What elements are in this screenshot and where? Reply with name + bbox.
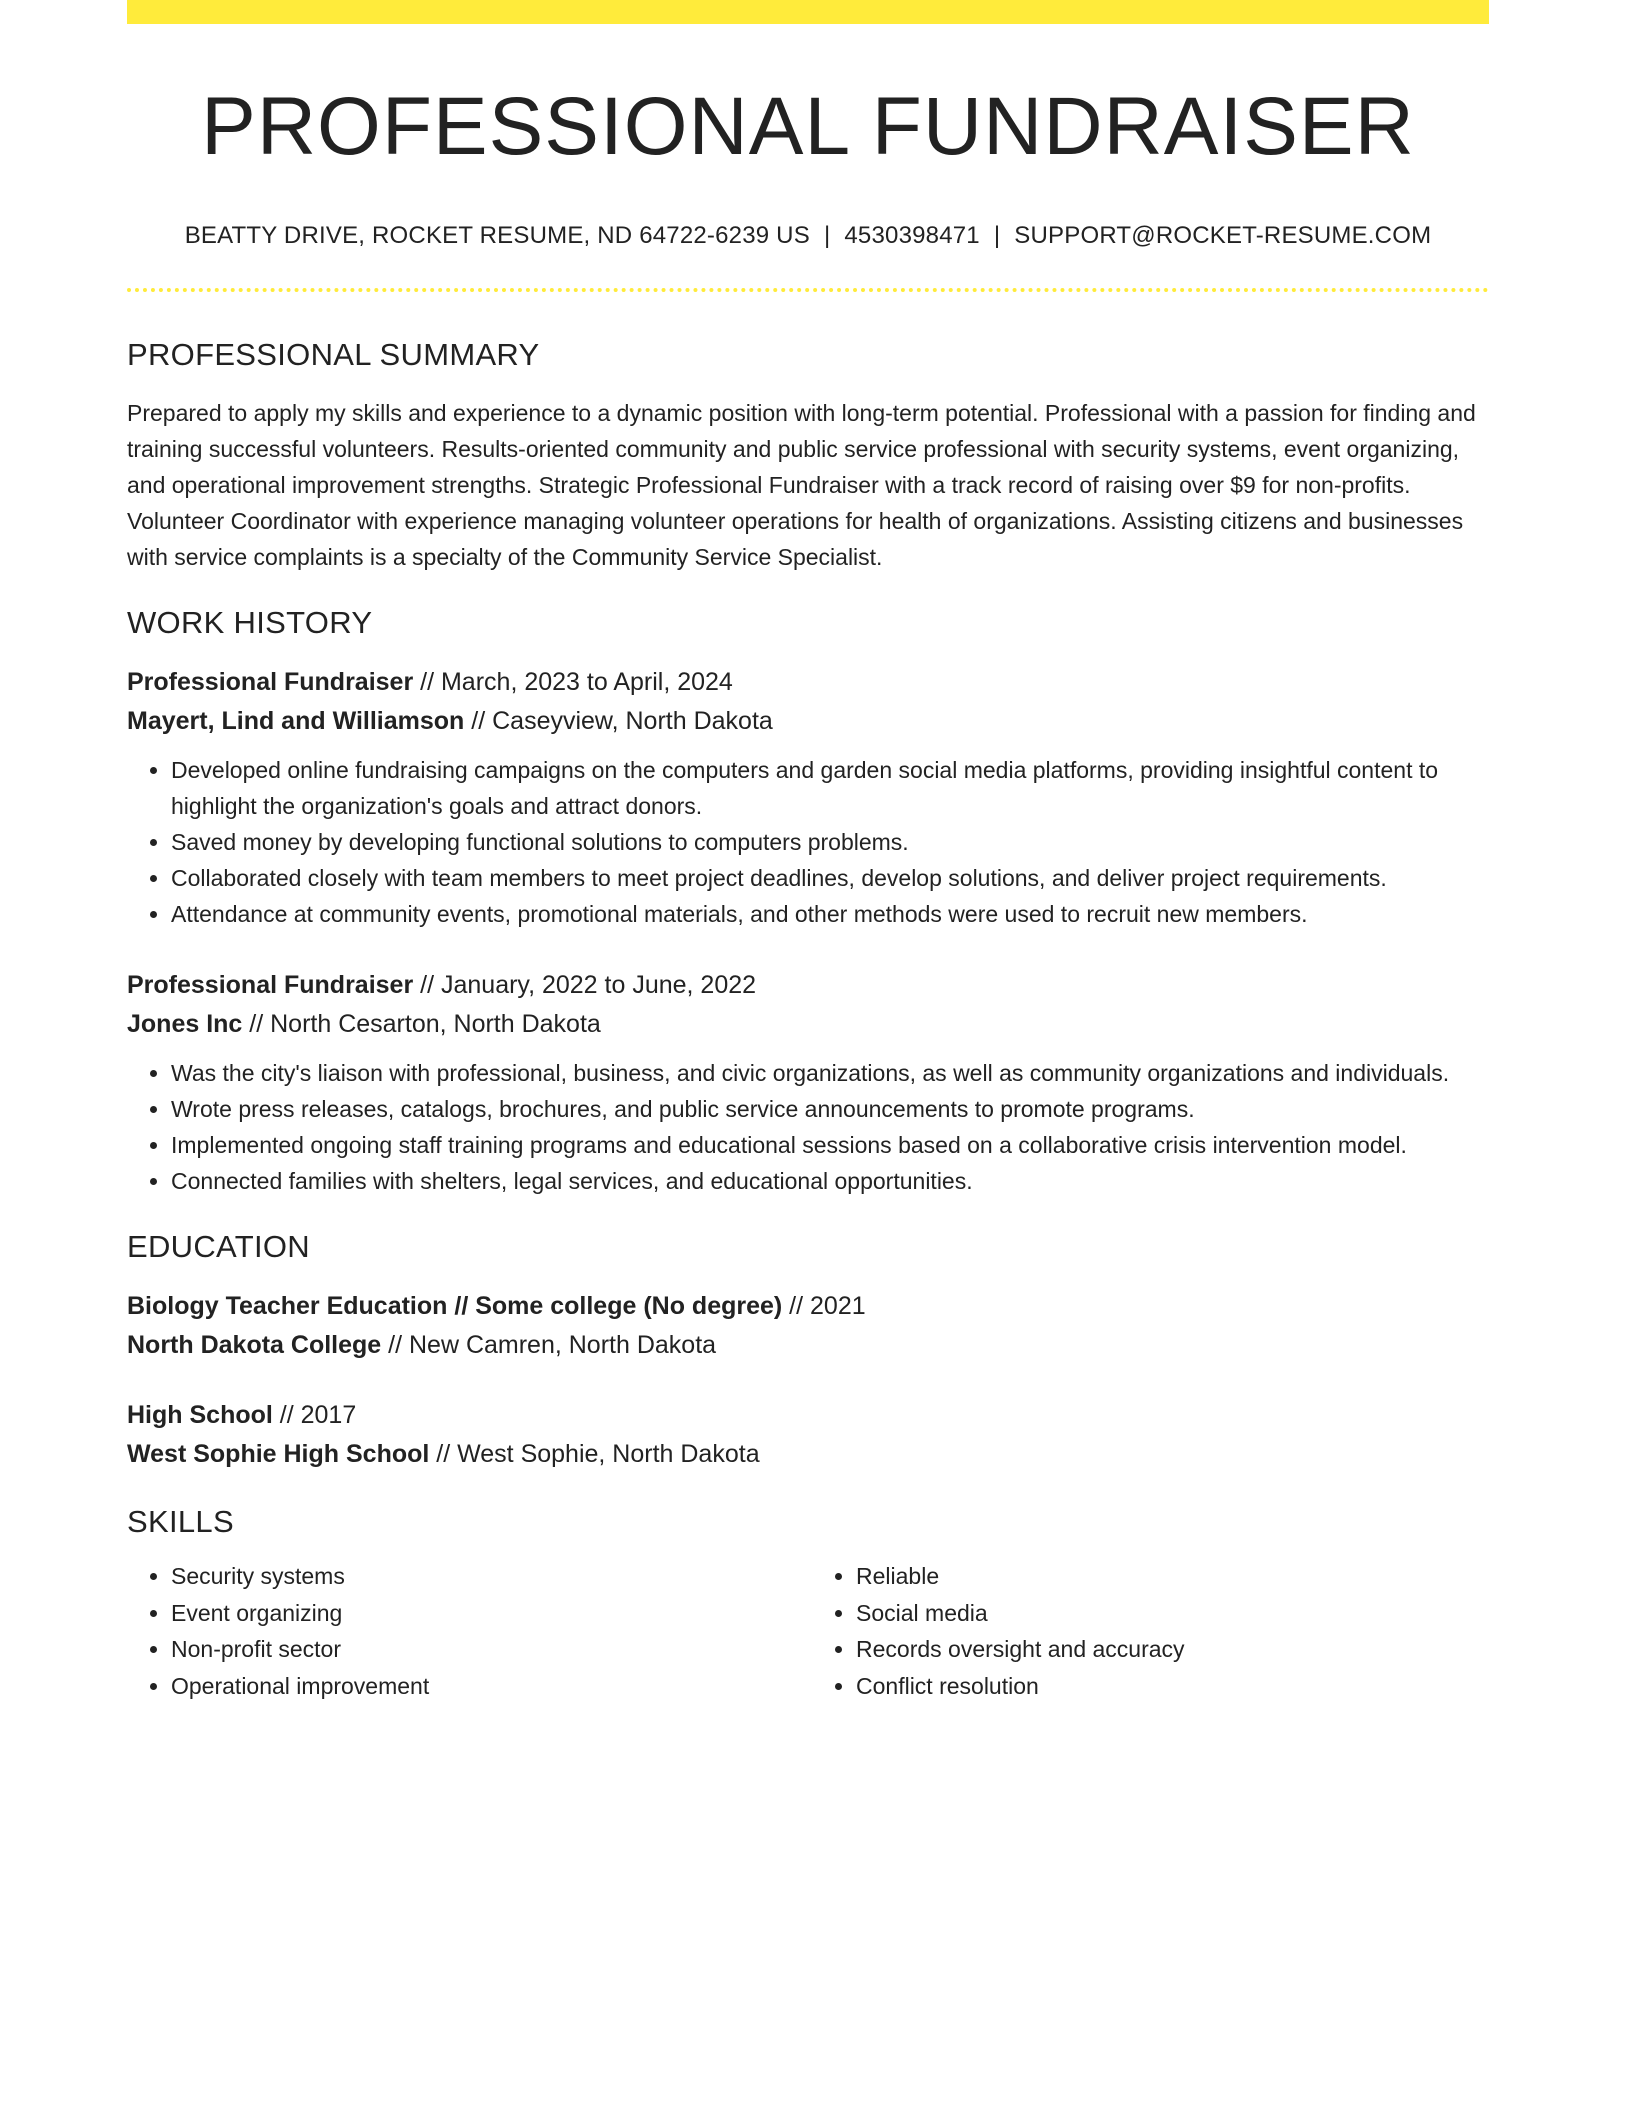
- skills-column-left: [127, 1558, 808, 1704]
- section-title-skills: SKILLS: [127, 1504, 234, 1540]
- section-title-work-history: WORK HISTORY: [127, 605, 373, 641]
- education-degree-line: [127, 1287, 1489, 1326]
- resume-page: [127, 0, 1489, 1704]
- job-location: // Caseyview, North Dakota: [464, 707, 773, 736]
- skill-item: • Social media: [856, 1595, 1489, 1632]
- education-school: West Sophie High School: [127, 1440, 430, 1469]
- job-bullets: [127, 1055, 1489, 1199]
- skills-list: [127, 1558, 1489, 1704]
- education-degree: High School: [127, 1401, 273, 1430]
- job-bullet: • Collaborated closely with team members to meet project deadlines, develop solutions, and deliver project requirements.: [171, 860, 1489, 896]
- job-role: Professional Fundraiser: [127, 971, 414, 1000]
- skill-item: • Event organizing: [171, 1595, 808, 1632]
- email: SUPPORT@ROCKET-RESUME.COM: [1014, 222, 1432, 250]
- education-degree: Biology Teacher Education // Some college (No degree): [127, 1292, 783, 1321]
- contact-separator: |: [823, 222, 831, 250]
- education-entry: [127, 1287, 1489, 1365]
- job-entry: [127, 663, 1489, 932]
- contact-separator: |: [993, 222, 1001, 250]
- job-role-line: [127, 663, 1489, 702]
- section-title-summary: PROFESSIONAL SUMMARY: [127, 337, 540, 373]
- contact-line: [127, 222, 1489, 250]
- education-school: North Dakota College: [127, 1331, 382, 1360]
- job-dates: // January, 2022 to June, 2022: [413, 971, 757, 1000]
- job-role-line: [127, 966, 1489, 1005]
- job-bullet: • Implemented ongoing staff training programs and educational sessions based on a collaborative crisis intervention model.: [171, 1127, 1489, 1163]
- education-year: // 2017: [272, 1401, 357, 1430]
- education-location: // New Camren, North Dakota: [381, 1331, 717, 1360]
- phone: 4530398471: [844, 222, 980, 250]
- job-company-line: [127, 702, 1489, 741]
- skill-item: • Conflict resolution: [856, 1668, 1489, 1705]
- education-degree-line: [127, 1396, 1489, 1435]
- job-company: Mayert, Lind and Williamson: [127, 707, 465, 736]
- job-bullets: [127, 752, 1489, 932]
- job-bullet: • Wrote press releases, catalogs, brochures, and public service announcements to promote programs.: [171, 1091, 1489, 1127]
- section-title-education: EDUCATION: [127, 1229, 310, 1265]
- education-school-line: [127, 1326, 1489, 1365]
- job-location: // North Cesarton, North Dakota: [242, 1010, 601, 1039]
- summary-text: Prepared to apply my skills and experience to a dynamic position with long-term potential. Professional with a passion for finding and training successful volunteers. Results-oriented community and public service professional with security systems, event organizing, and operational improvement strengths. Strategic Professional Fundraiser with a track record of raising over $9 for non-profits. Volunteer Coordinator with experience managing volunteer operations for health of organizations. Assisting citizens and businesses with service complaints is a specialty of the Community Service Specialist.: [127, 400, 1476, 571]
- job-bullet: • Was the city's liaison with professional, business, and civic organizations, as well as community organizations and individuals.: [171, 1055, 1489, 1091]
- job-company-line: [127, 1005, 1489, 1044]
- address: BEATTY DRIVE, ROCKET RESUME, ND 64722-6239 US: [184, 222, 810, 250]
- skill-item: • Security systems: [171, 1558, 808, 1595]
- top-accent-bar: [127, 0, 1489, 24]
- education-entry: [127, 1396, 1489, 1474]
- job-bullet: • Saved money by developing functional solutions to computers problems.: [171, 824, 1489, 860]
- job-bullet: • Connected families with shelters, legal services, and educational opportunities.: [171, 1163, 1489, 1199]
- job-dates: // March, 2023 to April, 2024: [413, 668, 733, 697]
- education-year: // 2021: [782, 1292, 866, 1321]
- skill-item: • Non-profit sector: [171, 1631, 808, 1668]
- skills-column-right: [808, 1558, 1489, 1704]
- skill-item: • Operational improvement: [171, 1668, 808, 1705]
- candidate-title: PROFESSIONAL FUNDRAISER: [201, 81, 1415, 172]
- education-school-line: [127, 1435, 1489, 1474]
- job-bullet: • Attendance at community events, promotional materials, and other methods were used to recruit new members.: [171, 896, 1489, 932]
- job-entry: [127, 966, 1489, 1199]
- job-role: Professional Fundraiser: [127, 668, 414, 697]
- skill-item: • Reliable: [856, 1558, 1489, 1595]
- header-divider: [127, 288, 1489, 292]
- skill-item: • Records oversight and accuracy: [856, 1631, 1489, 1668]
- job-company: Jones Inc: [127, 1010, 243, 1039]
- education-location: // West Sophie, North Dakota: [429, 1440, 760, 1469]
- job-bullet: • Developed online fundraising campaigns on the computers and garden social media platforms, providing insightful content to highlight the organization's goals and attract donors.: [171, 752, 1489, 824]
